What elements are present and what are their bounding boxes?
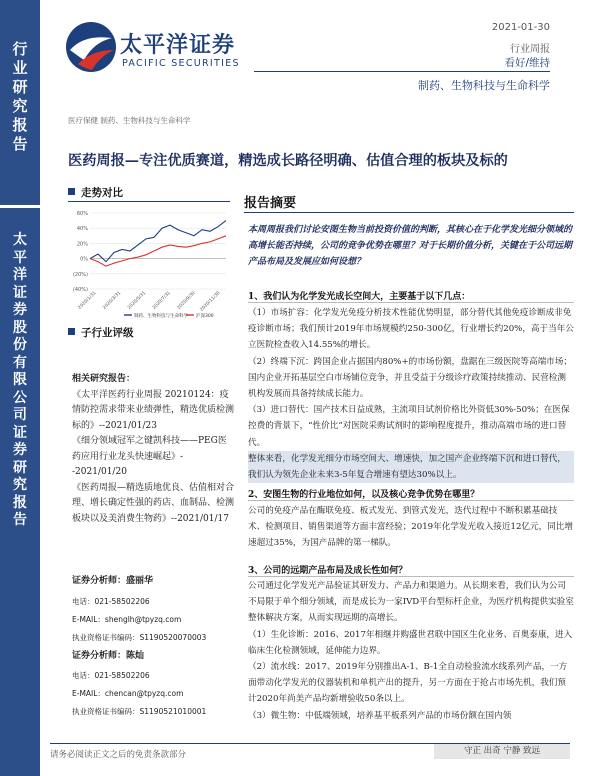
paragraph: （2）终端下沉：跨国企业占据国内80%+的市场份额，盘踞在三级医院等高端市场；国内企业开拓基层空白市场铺位竞争，并且受益于分级诊疗政策持续推动、民营检测机构发展而具备持续成长能力。 <box>248 356 572 400</box>
square-bullet-icon <box>68 328 75 335</box>
analyst-1-email: E-MAIL：shenglh@tpyzq.com <box>72 615 182 624</box>
breadcrumb: 医疗保健 制药、生物科技与生命科学 <box>68 116 191 125</box>
side-label-report-type <box>0 40 40 154</box>
chart-y-tick-label: 40% <box>76 226 88 233</box>
side-separator <box>0 205 40 208</box>
square-bullet-icon <box>68 188 75 195</box>
side-char: 有 <box>13 354 27 371</box>
side-char: 报 <box>13 494 27 511</box>
paragraph: （2）流水线：2017、2019年分别推出A-1、B-1全自动检验流水线系列产品，一方面带动化学发光的仪器装机和单机产出的提升，另一方面在于抢占市场先机，我们预计2020年尚美产品均新增验收50条以上。 <box>248 662 568 705</box>
side-char: 股 <box>13 319 27 336</box>
summary-intro: 本周周报我们讨论安图生物当前投资价值的判断，其核心在于化学发光细分领域的高增长能否持续，公司的竞争优势在哪里？对于长期价值分析，关键在于公司远期产品布局及发展应如何设想？ <box>248 225 573 268</box>
industry-name: 制药、生物科技与生命科学 <box>418 79 550 92</box>
trend-rule <box>68 201 230 202</box>
side-char: 研 <box>13 459 27 476</box>
side-char: 公 <box>13 389 27 406</box>
analyst-1-heading: 证券分析师：盛丽华 <box>72 576 154 586</box>
paragraph: （1）市场扩容：化学发光免疫分析技术性能优势明显，部分替代其他免疫诊断成非免疫诊断市场；我们预计2019年市场规模约250-300亿，行业增长约20%，高于当年公立医院检查收入14.55%的增长。 <box>248 308 574 351</box>
chart-y-tick-label: 60% <box>76 211 88 217</box>
paragraph: （3）微生物：中低端领域，培养基平板系列产品的市场份额在国内领 <box>248 710 512 721</box>
side-char: 证 <box>13 284 27 301</box>
paragraph: （3）进口替代：国产技术日益成熟，主流项目试剂价格比外资低30%-50%；在医保控费的背景下，“性价比”对医院采购试剂时的影响程度提升，推动高端市场的进口替代。 <box>248 405 570 448</box>
logo-text-cn: 太平洋证券 <box>120 33 236 58</box>
paragraph: （1）生化诊断：2016、2017年相继并购盛世君联中国区生化业务、百奥泰康，进入临床生化检测领域，延伸能力边界。 <box>248 629 573 656</box>
chart-legend-label: 制药、生物科技与生命科学 <box>134 314 188 319</box>
side-char: 证 <box>13 424 27 441</box>
side-char: 平 <box>13 249 27 266</box>
company-motto: 守正 出奇 宁静 致远 <box>434 744 570 759</box>
question-2-rule <box>248 500 574 501</box>
summary-heading: 报告摘要 <box>244 196 297 211</box>
trend-chart <box>68 205 230 320</box>
chart-x-tick-label: 2020/1/31 <box>77 290 98 311</box>
page-title: 医药周报—专注优质赛道，精选成长路径明确、估值合理的板块及标的 <box>68 153 508 169</box>
chart-series-line <box>90 221 226 262</box>
question-2-heading: 2、安图生物的行业地位如何，以及核心竞争优势在哪里？ <box>248 490 480 500</box>
analyst-2-phone: 电话：021-58502206 <box>72 671 150 680</box>
disclaimer-note: 请务必阅读正文之后的免责条款部分 <box>50 750 187 760</box>
side-char: 业 <box>12 59 28 77</box>
chart-x-tick-label: 2020/9/30 <box>176 290 197 311</box>
question-1-rule <box>248 302 574 303</box>
question-3-body <box>248 578 574 724</box>
header-divider <box>254 71 550 72</box>
question-2-body <box>248 503 574 552</box>
paragraph-highlight: 整体来看，化学发光细分市场空间大、增速快，加之国产企业终端下沉和进口替代，我们认为领先企业未来3-5年复合增速有望达30%以上。 <box>248 451 574 483</box>
question-3-heading: 3、公司的远期产品布局及成长性如何？ <box>248 566 408 576</box>
trend-heading: 走势对比 <box>68 185 123 200</box>
report-type: 行业周报 <box>510 44 550 55</box>
chart-y-tick-label: 0% <box>80 256 88 263</box>
side-char: 行 <box>12 40 28 58</box>
related-item: 《医药周报—精选质地优良、估值相对合理、增长确定性强的药店、血制品、检测板块以及美消费生物药》--2021/01/17 <box>72 482 235 524</box>
side-char: 报 <box>12 116 28 134</box>
logo-emblem-icon <box>64 20 118 74</box>
side-char: 券 <box>13 442 27 458</box>
chart-x-tick-label: 2020/11/30 <box>199 290 222 313</box>
question-3-rule <box>248 576 574 577</box>
side-char: 限 <box>13 372 27 388</box>
sub-rating-heading: 子行业评级 <box>68 325 134 340</box>
analyst-2-license: 执业资格证书编码：S1190521010001 <box>72 707 207 716</box>
side-char: 洋 <box>13 267 27 283</box>
side-char: 究 <box>13 477 27 493</box>
chart-legend-label: 沪深300 <box>196 314 214 319</box>
related-item: 《太平洋医药行业周报 20210124：疫情防控需求带来业绩弹性，精选优质检测标的》--2021/01/23 <box>72 389 235 431</box>
analyst-1-phone: 电话：021-58502206 <box>72 597 150 606</box>
related-research <box>72 372 234 527</box>
side-char: 太 <box>13 232 27 248</box>
analyst-1-license: 执业资格证书编码：S1190520070003 <box>72 633 207 642</box>
side-char: 研 <box>12 78 28 96</box>
logo-text-en: PACIFIC SECURITIES <box>122 58 240 69</box>
related-item: 《细分领域冠军之键凯科技——PEG医药应用行业龙头快速崛起》--2021/01/20 <box>72 436 227 477</box>
side-char: 券 <box>13 302 27 318</box>
side-char: 份 <box>13 337 27 353</box>
side-char: 究 <box>12 97 28 115</box>
question-1-heading: 1、我们认为化学发光成长空间大，主要基于以下几点： <box>248 292 471 302</box>
analyst-1-name: 盛丽华 <box>126 576 154 586</box>
related-heading: 相关研究报告： <box>72 374 136 384</box>
chart-x-tick-label: 2020/7/31 <box>151 290 172 311</box>
side-char: 告 <box>12 135 28 153</box>
analyst-2-heading: 证券分析师：陈灿 <box>72 651 145 661</box>
chart-series-line <box>90 236 226 266</box>
industry-rating: 看好/维持 <box>504 57 550 69</box>
report-date: 2021-01-30 <box>491 22 550 33</box>
chart-y-tick-label: (20%) <box>72 271 88 278</box>
chart-x-tick-label: 2020/3/31 <box>102 290 123 311</box>
analyst-2-name: 陈灿 <box>126 651 145 661</box>
side-label-company <box>0 232 40 530</box>
analyst-2-email: E-MAIL：chencan@tpyzq.com <box>72 689 184 698</box>
paragraph: 公司通过化学发光产品验证其研发力、产品力和渠道力。从长期来看，我们认为公司不局限于单个细分领域，而是成长为一家IVD平台型标杆企业，为医疗机构提供实验室整体解决方案，从而实现远期的高增长。 <box>248 581 574 624</box>
summary-rule <box>244 212 574 213</box>
company-logo <box>64 18 254 88</box>
chart-x-tick-label: 2020/5/31 <box>127 290 148 311</box>
side-char: 告 <box>13 512 27 528</box>
chart-y-tick-label: 20% <box>76 241 88 248</box>
side-char: 司 <box>13 407 27 423</box>
paragraph: 公司的免疫产品在酶联免疫、板式发光、到管式发光，迭代过程中不断积累基础技术、检测项目、销售渠道等方面丰富经验；2019年化学发光收入接近12亿元，同比增速超过35%，为国产品牌的第一梯队。 <box>248 506 573 549</box>
chart-y-tick-label: (40%) <box>72 287 88 293</box>
question-1-body <box>248 305 574 483</box>
